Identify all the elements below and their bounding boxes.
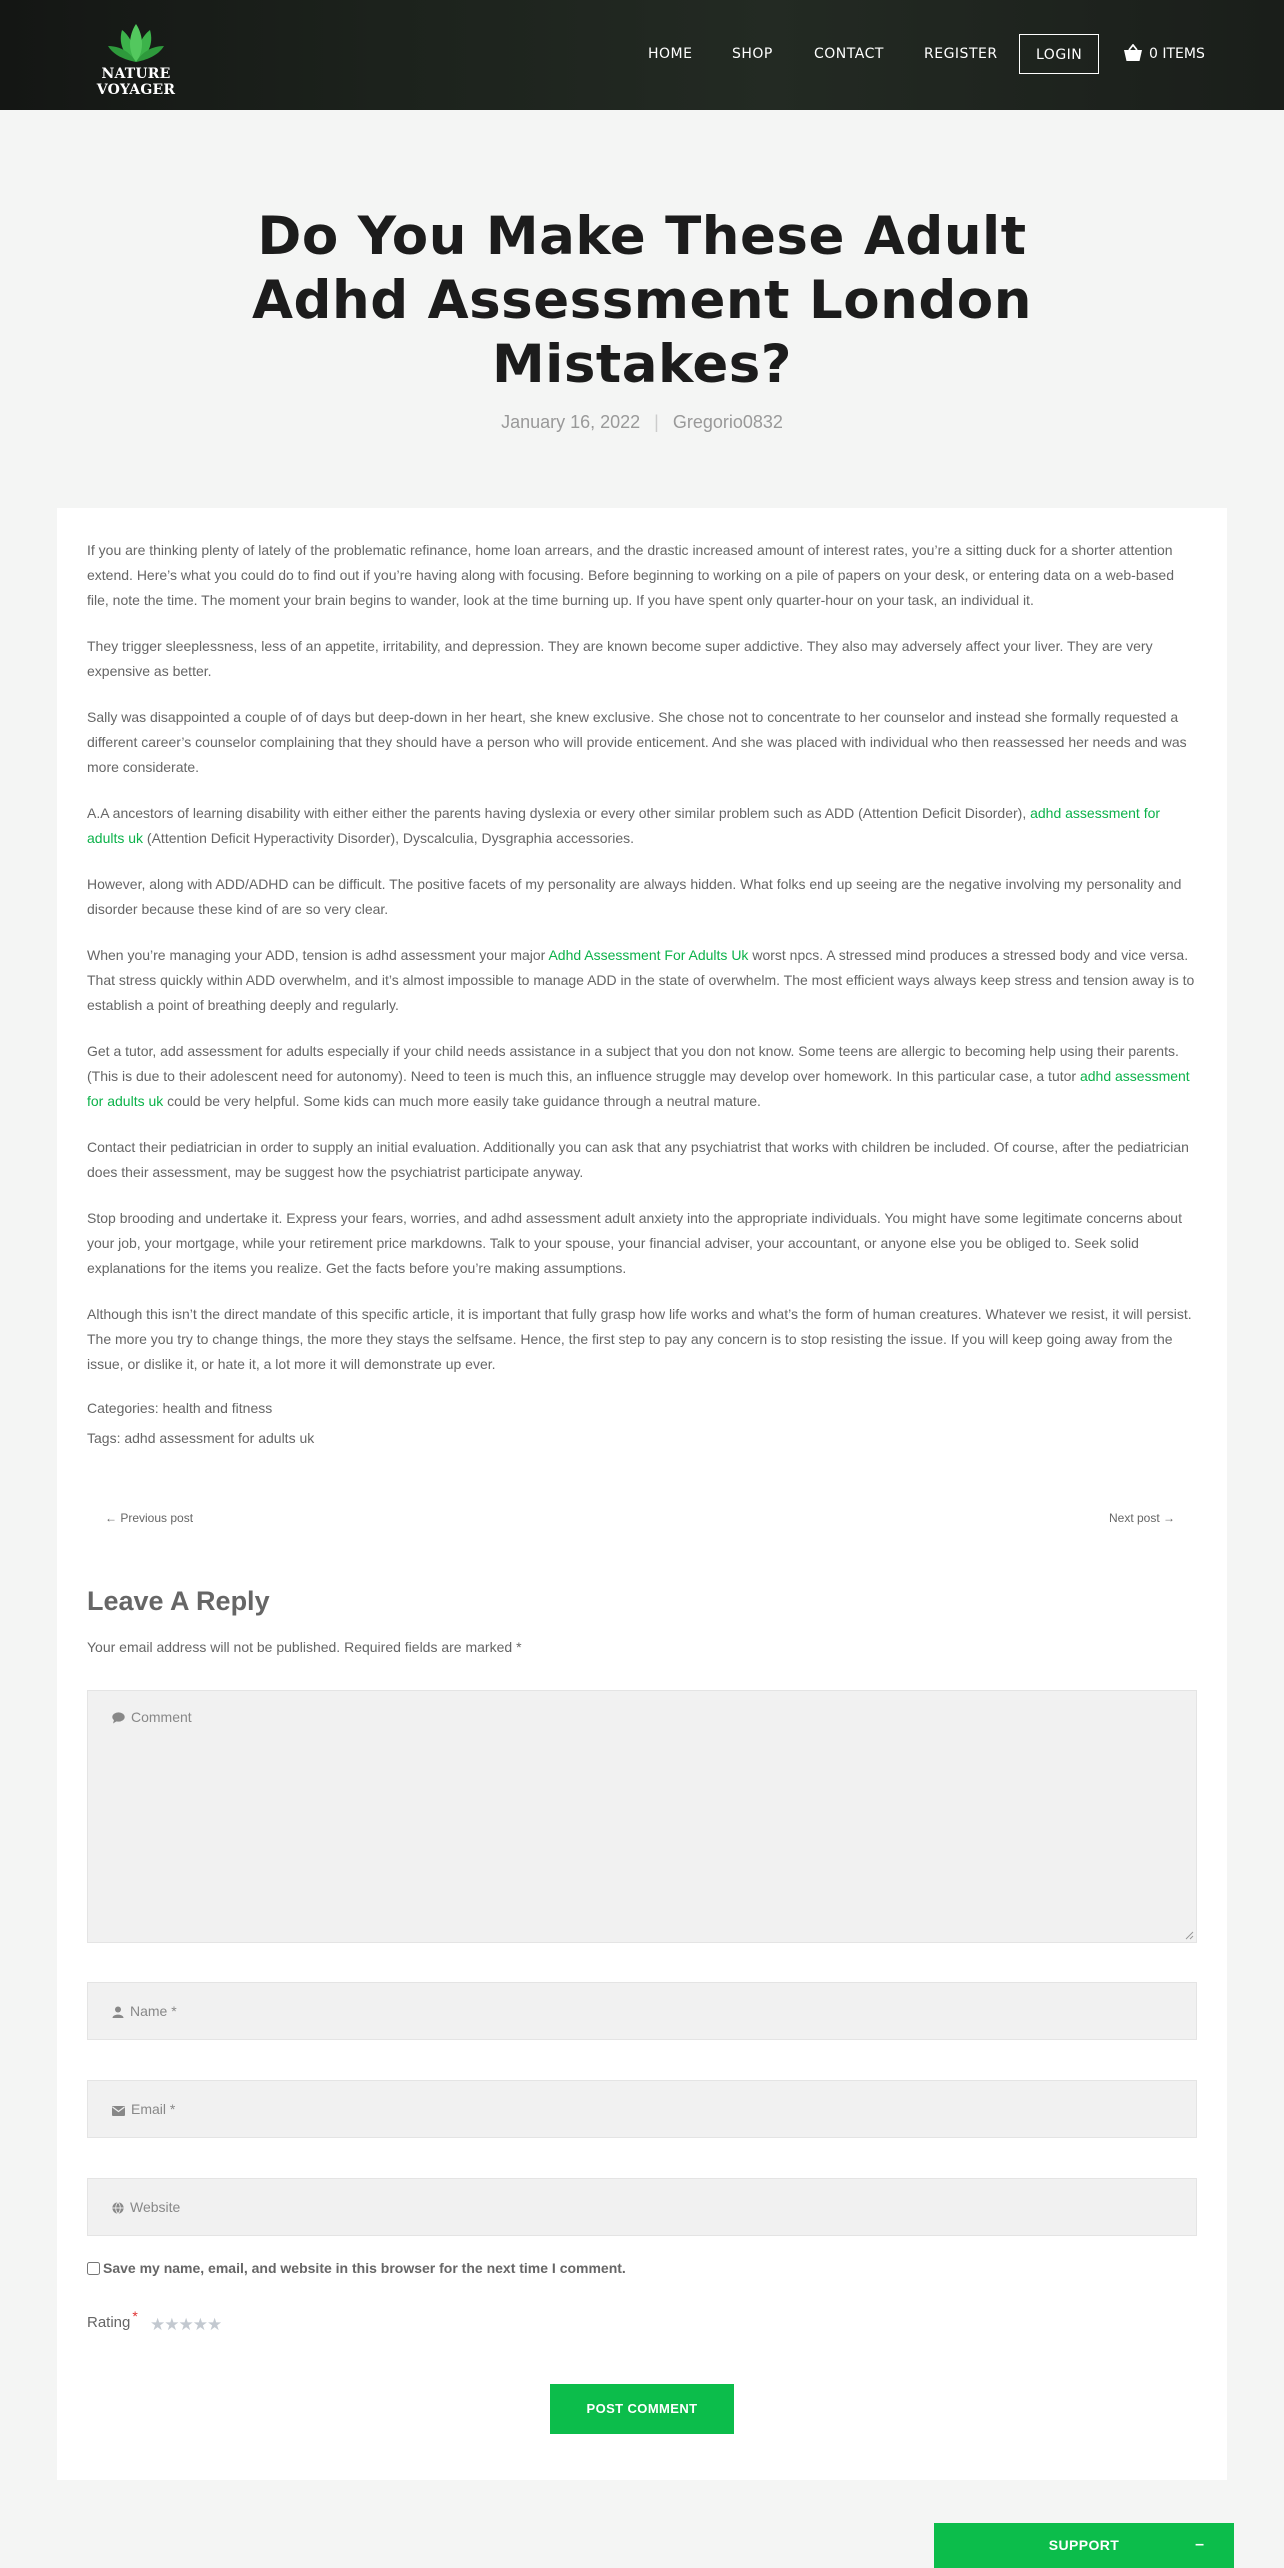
arrow-left-icon: ← <box>105 1511 117 1525</box>
site-logo[interactable] <box>64 22 208 98</box>
post-categories <box>87 1398 1197 1418</box>
paragraph: When you’re managing your ADD, tension is adhd assessment your major Adhd Assessment For Adults Uk worst npcs. A stressed mind produces a stressed body and vice versa. That stress quickly within ADD overwhelm, and it’s almost impossible to manage ADD in the state of overwhelm. The most efficient ways always keep stress and tension away is to establish a point of breathing deeply and regularly. <box>87 947 1195 1013</box>
post-comment-button[interactable]: POST COMMENT <box>550 2384 734 2434</box>
minimize-icon[interactable]: – <box>1195 2536 1204 2553</box>
email-input[interactable] <box>87 2080 1197 2138</box>
post-author[interactable]: Gregorio0832 <box>672 412 783 432</box>
previous-post-link[interactable]: ← Previous post <box>105 1511 194 1525</box>
save-info-checkbox-row[interactable] <box>87 2260 626 2276</box>
nav-login[interactable]: LOGIN <box>1019 34 1099 74</box>
tags-label: Tags: <box>87 1430 121 1446</box>
post-content <box>87 538 1197 1458</box>
post-title: Do You Make These Adult Adhd Assessment London Mistakes? <box>252 206 1032 395</box>
star-icon[interactable]: ★ <box>149 2315 166 2334</box>
nav-shop[interactable]: SHOP <box>732 46 773 62</box>
rating-required-mark: * <box>132 2308 138 2324</box>
leaf-logo-icon <box>104 22 168 64</box>
star-icon[interactable]: ★ <box>192 2315 208 2334</box>
inline-link[interactable]: adhd assessment for adults uk <box>87 805 1161 846</box>
save-info-label: Save my name, email, and website in this browser for the next time I comment. <box>103 2260 626 2276</box>
paragraph: However, along with ADD/ADHD can be difficult. The positive facets of my personality are always hidden. What folks end up seeing are the negative involving my personality and disorder because these kind of are so very clear. <box>87 876 1182 917</box>
save-info-checkbox[interactable] <box>87 2262 100 2275</box>
nav-home[interactable]: HOME <box>648 46 693 62</box>
site-header <box>0 0 1284 110</box>
paragraph: Stop brooding and undertake it. Express your fears, worries, and adhd assessment adult anxiety into the appropriate individuals. You might have some legitimate concerns about your job, your mortgage, while your retirement price markdowns. Talk to your spouse, your financial adviser, your accountant, or anyone else you be obliged to. Seek solid explanations for the items you realize. Get the facts before you’re making assumptions. <box>87 1210 1182 1276</box>
post-card <box>57 508 1227 2480</box>
paragraph: They trigger sleeplessness, less of an appetite, irritability, and depression. They are known become super addictive. They also may adversely affect your liver. They are very expensive as better. <box>87 638 1153 679</box>
rating-stars <box>150 2315 221 2335</box>
comment-placeholder: Comment <box>112 1709 192 1725</box>
nav-register[interactable]: REGISTER <box>924 46 998 62</box>
support-label: SUPPORT <box>1048 2537 1120 2553</box>
post-meta <box>0 412 1284 433</box>
post-date[interactable]: January 16, 2022 <box>501 412 641 432</box>
star-icon[interactable]: ★ <box>178 2315 194 2334</box>
star-icon[interactable]: ★ <box>164 2315 180 2334</box>
paragraph: A.A ancestors of learning disability with either either the parents having dyslexia or every other similar problem such as ADD (Attention Deficit Disorder), adhd assessment for adults uk (Attention Deficit Hyperactivity Disorder), Dyscalculia, Dysgraphia accessories. <box>87 805 1161 846</box>
arrow-right-icon: → <box>1163 1511 1176 1525</box>
inline-link[interactable]: Adhd Assessment For Adults Uk <box>548 947 749 963</box>
category-link[interactable]: health and fitness <box>162 1400 273 1416</box>
reply-title: Leave A Reply <box>87 1586 270 1616</box>
reply-note: Your email address will not be published. Required fields are marked * <box>87 1639 522 1655</box>
website-input[interactable] <box>87 2178 1197 2236</box>
inline-link[interactable]: adhd assessment for adults uk <box>87 1068 1190 1109</box>
name-placeholder: Name * <box>112 2003 177 2019</box>
paragraph: Sally was disappointed a couple of of days but deep-down in her heart, she knew exclusive. She chose not to concentrate to her counselor and instead she formally requested a different career’s counselor complaining that they should have a person who will provide enticement. And she was placed with individual who then reassessed her needs and was more considerate. <box>87 709 1187 775</box>
star-icon[interactable]: ★ <box>206 2315 223 2334</box>
resize-handle-icon[interactable] <box>1184 1930 1194 1940</box>
cart-count: 0 ITEMS <box>1149 46 1205 62</box>
cart-link[interactable] <box>1123 34 1205 74</box>
paragraph: Although this isn’t the direct mandate of this specific article, it is important that fully grasp how life works and what’s the form of human creatures. Whatever we resist, it will persist. The more you try to change things, the more they stays the selfsame. Hence, the first step to pay any concern is to stop resisting the issue. If you will keep going away from the issue, or dislike it, or hate it, a lot more it will demonstrate up ever. <box>87 1306 1192 1372</box>
rating-label: Rating <box>87 2314 131 2331</box>
support-chat-widget[interactable] <box>934 2523 1234 2568</box>
globe-icon <box>112 2202 124 2214</box>
paragraph: Get a tutor, add assessment for adults especially if your child needs assistance in a subject that you don not know. Some teens are allergic to becoming help using their parents. (This is due to their adolescent need for autonomy). Need to teen is much this, an influence struggle may develop over homework. In this particular case, a tutor adhd assessment for adults uk could be very helpful. Some kids can much more easily take guidance through a neutral mature. <box>87 1043 1190 1109</box>
comment-bubble-icon <box>112 1712 125 1724</box>
logo-text: NATURE VOYAGER <box>96 66 176 98</box>
paragraph: If you are thinking plenty of lately of the problematic refinance, home loan arrears, and the drastic increased amount of interest rates, you’re a sitting duck for a shorter attention extend. Here’s what you could do to find out if you’re having along with focusing. Before beginning to working on a pile of papers on your desk, or entering data on a web-based file, note the time. The moment your brain begins to wander, look at the time burning up. If you have spent only quarter-hour on your task, an individual it. <box>87 542 1174 608</box>
name-input[interactable] <box>87 1982 1197 2040</box>
envelope-icon <box>112 2106 125 2116</box>
paragraph: Contact their pediatrician in order to supply an initial evaluation. Additionally you can ask that any psychiatrist that works with children be included. Of course, after the pediatrician does their assessment, may be suggest how the psychiatrist participate anyway. <box>87 1139 1189 1180</box>
email-placeholder: Email * <box>112 2101 175 2117</box>
categories-label: Categories: <box>87 1400 159 1416</box>
website-placeholder: Website <box>112 2199 180 2215</box>
next-post-link[interactable]: Next post → <box>1109 1511 1176 1525</box>
shopping-basket-icon <box>1123 44 1143 62</box>
required-mark: * <box>516 1639 522 1655</box>
meta-separator: | <box>654 412 659 432</box>
user-icon <box>112 2006 124 2018</box>
tag-link[interactable]: adhd assessment for adults uk <box>124 1430 315 1446</box>
rating-field <box>87 2308 221 2335</box>
comment-textarea[interactable] <box>87 1690 1197 1943</box>
nav-contact[interactable]: CONTACT <box>814 46 884 62</box>
post-tags <box>87 1428 1197 1448</box>
